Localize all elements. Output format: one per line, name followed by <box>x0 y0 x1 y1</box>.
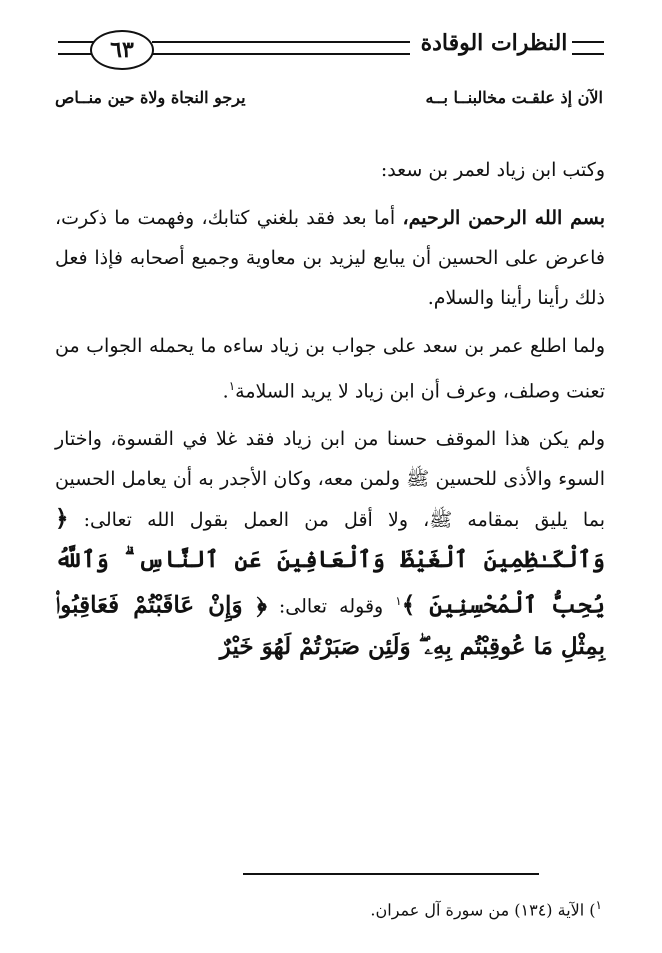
footnote-reference: ١ <box>228 379 236 393</box>
paragraph-text: . <box>222 380 229 403</box>
paragraph <box>55 419 605 667</box>
footnote-separator <box>243 873 539 875</box>
main-text <box>55 150 605 668</box>
verse-second-hemistich: يرجو النجاة ولاة حين منــاص <box>55 88 246 107</box>
header-rule-left <box>58 41 94 55</box>
paragraph-text: ولما اطلع عمر بن سعد على جواب بن زياد ساءه ما يحمله الجواب من تعنت وصلف، وعرف أن ابن زياد لا يريد السلامة <box>55 335 605 403</box>
footnote-text: ) الآية (١٣٤) من سورة آل عمران. <box>370 900 596 920</box>
header-rule-middle <box>152 41 410 55</box>
poetry-verse <box>55 84 603 114</box>
paragraph: وكتب ابن زياد لعمر بن سعد: <box>380 159 605 181</box>
verse-first-hemistich: الآن إذ علقـت مخالبنــا بــه <box>425 88 603 107</box>
page-number: ٦٣ <box>90 30 154 70</box>
footnote-marker: ١ <box>595 898 602 912</box>
paragraph-text: ولم يكن هذا الموقف حسنا من ابن زياد فقد غلا في القسوة، واختار السوء والأذى للحسين ﷺ ولمن معه، وكان الأجدر به أن يعامل الحسين بما يليق بمقامه ﷺ، ولا أقل من العمل بقول الله تعالى: <box>55 428 605 532</box>
footnote <box>240 898 602 919</box>
paragraph <box>55 326 605 411</box>
footnote-reference: ١ <box>395 594 402 609</box>
paragraph-text: وقوله تعالى: <box>266 595 396 618</box>
page-header <box>58 28 604 72</box>
header-rule-right <box>572 41 604 55</box>
quran-verse: ﴿ وَٱلْكَـٰظِمِينَ ٱلْغَيْظَ وَٱلْعَافِينَ عَنِ ٱلنَّاسِ ۗ وَٱللَّهُ يُحِبُّ ٱلْمُحْسِنِينَ ﴾ <box>55 505 605 619</box>
paragraph <box>55 198 605 318</box>
basmala: بسم الله الرحمن الرحيم، <box>402 207 605 229</box>
running-title: النظرات الوقادة <box>420 30 568 56</box>
quran-verse: ﴿ وَإِنْ عَاقَبْتُمْ فَعَاقِبُوا۟ بِمِثْلِ مَا عُوقِبْتُم بِهِۦ ۖ وَلَئِن صَبَرْتُمْ لَهُوَ خَيْرٌ <box>55 591 605 660</box>
paragraph-text: أما بعد فقد بلغني كتابك، وفهمت ما ذكرت، فاعرض على الحسين أن يبايع ليزيد بن معاوية وجميع أصحابه فإذا فعل ذلك رأينا رأينا والسلام. <box>55 207 605 309</box>
